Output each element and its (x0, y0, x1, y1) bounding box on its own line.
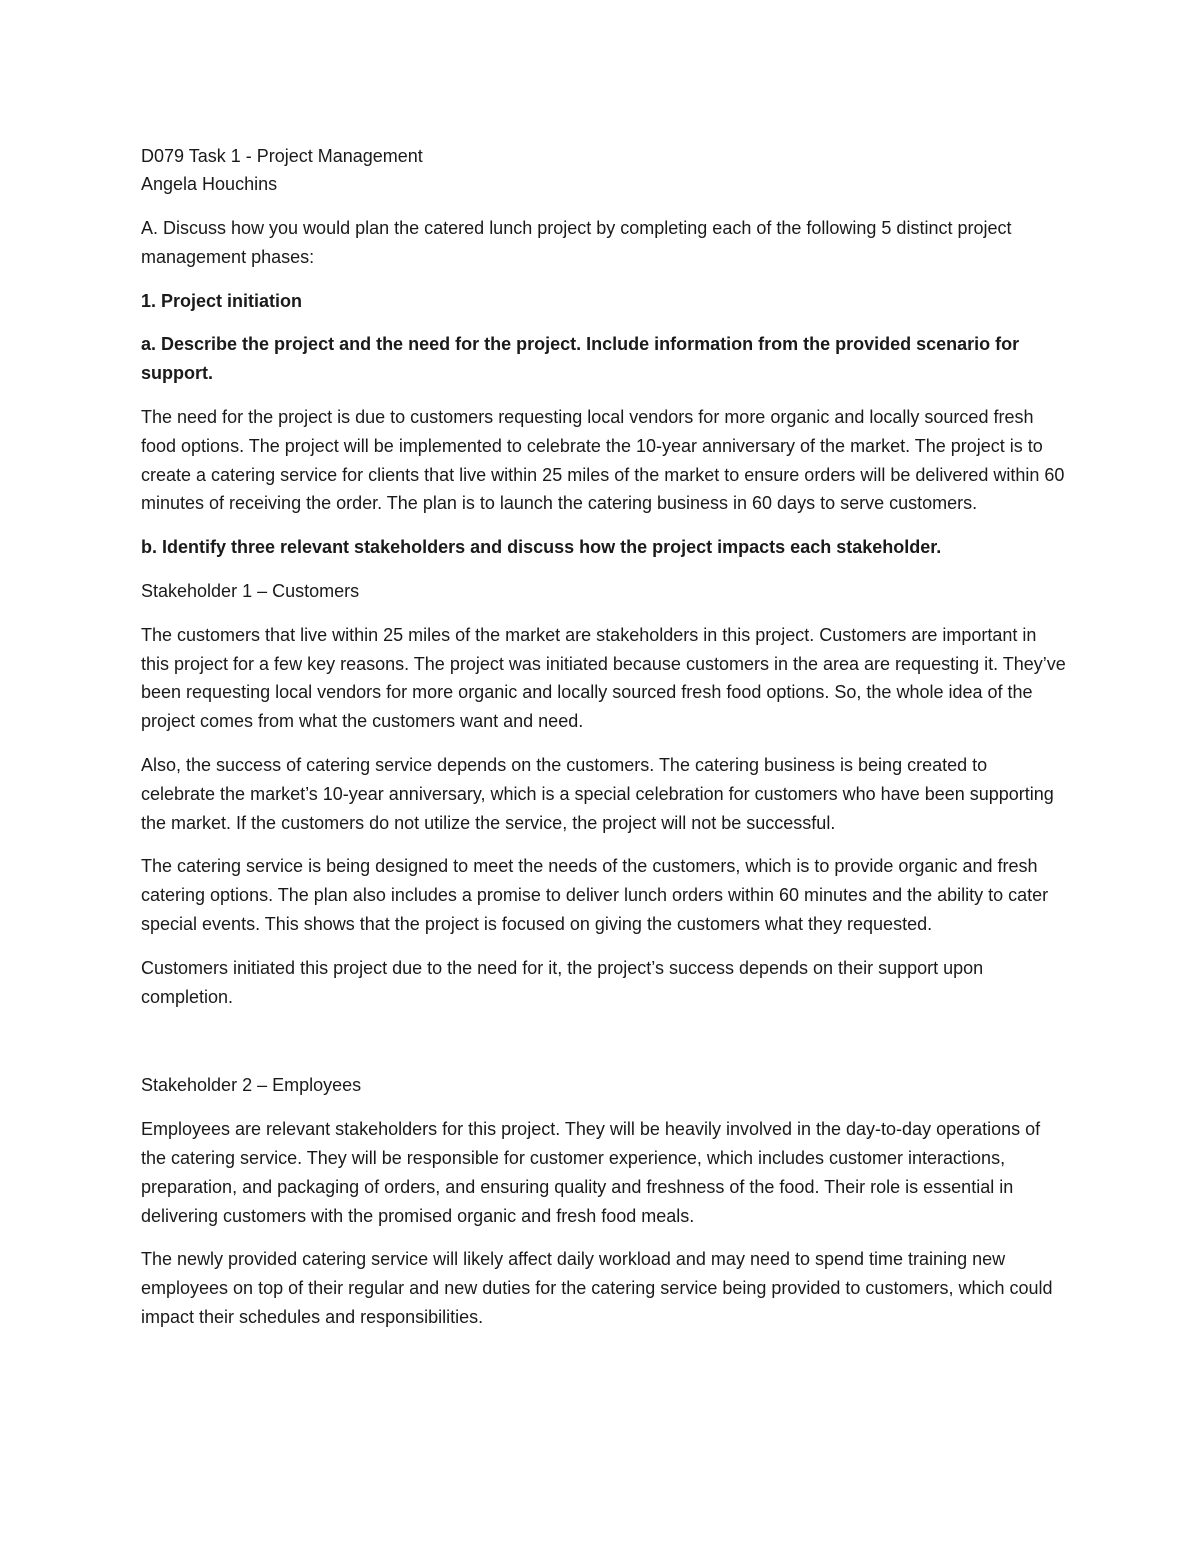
prompt-a: A. Discuss how you would plan the catered lunch project by completing each of the following 5 distinct project management phases: (141, 218, 1012, 267)
stakeholder-1-paragraph: Customers initiated this project due to the need for it, the project’s success depends on their support upon completion. (141, 957, 984, 1007)
phase-1-heading: 1. Project initiation (141, 290, 303, 311)
stakeholder-1-heading: Stakeholder 1 – Customers (141, 580, 360, 601)
answer-1a: The need for the project is due to customers requesting local vendors for more organic and locally sourced fresh food options. The project will be implemented to celebrate the 10-year anniversary of the market. The project is to create a catering service for clients that live within 25 miles of the market to ensure orders will be delivered within 60 minutes of receiving the order. The plan is to launch the catering business in 60 days to serve customers. (141, 406, 1065, 514)
document-page (141, 142, 1066, 1347)
stakeholder-2-heading: Stakeholder 2 – Employees (141, 1075, 362, 1096)
stakeholder-2-paragraph: Employees are relevant stakeholders for this project. They will be heavily involved in the day-to-day operations of the catering service. They will be responsible for customer experience, which includes customer interactions, preparation, and packaging of orders, and ensuring quality and freshness of the food. Their role is essential in delivering customers with the promised organic and fresh food meals. (141, 1119, 1041, 1226)
document-title: D079 Task 1 - Project Management (141, 146, 423, 166)
stakeholder-1-paragraph: The catering service is being designed to meet the needs of the customers, which is to provide organic and fresh catering options. The plan also includes a promise to deliver lunch orders within 60 minutes and the ability to cater special events. This shows that the project is focused on giving the customers what they requested. (141, 856, 1049, 934)
question-1b: b. Identify three relevant stakeholders and discuss how the project impacts each stakeholder. (141, 537, 942, 558)
document-author: Angela Houchins (141, 174, 278, 194)
stakeholder-2-paragraph: The newly provided catering service will likely affect daily workload and may need to spend time training new employees on top of their regular and new duties for the catering service being provided to customers, which could impact their schedules and responsibilities. (141, 1249, 1053, 1327)
stakeholder-1-paragraph: Also, the success of catering service depends on the customers. The catering business is being created to celebrate the market’s 10-year anniversary, which is a special celebration for customers who have been supporting the market. If the customers do not utilize the service, the project will not be successful. (141, 754, 1054, 833)
stakeholder-1-paragraph: The customers that live within 25 miles of the market are stakeholders in this project. Customers are important in this project for a few key reasons. The project was initiated because customers in the area are requesting it. They’ve been requesting local vendors for more organic and locally sourced fresh food options. So, the whole idea of the project comes from what the customers want and need. (141, 624, 1066, 732)
question-1a: a. Describe the project and the need for the project. Include information from the provided scenario for support. (141, 334, 1020, 384)
